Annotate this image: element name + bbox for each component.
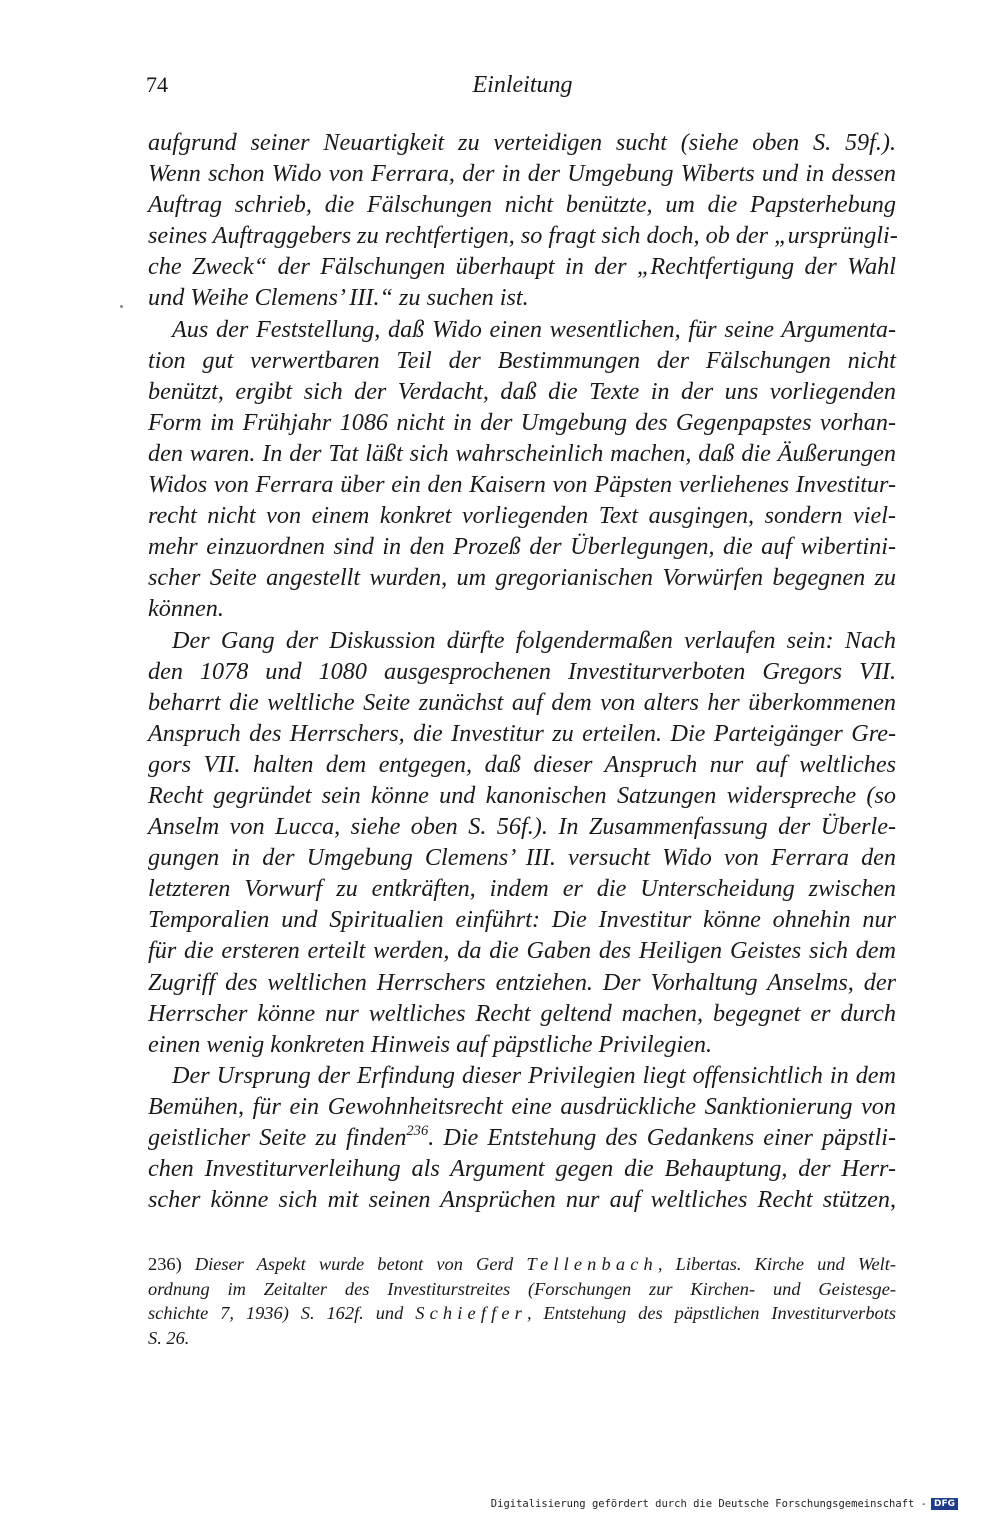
text-line: Widos von Ferrara über ein den Kaisern von Päpsten verliehenes Investitur- (148, 471, 896, 499)
text-line: beharrt die weltliche Seite zunächst auf dem von alters her überkommenen (148, 688, 896, 716)
footnote-line: ordnung im Zeitalter des Investiturstreites (Forschungen zur Kirchen- und Geistesge- (148, 1278, 896, 1299)
text-line: recht nicht von einem konkret vorliegenden Text ausgingen, sondern viel- (148, 502, 896, 530)
scan-speck (120, 305, 123, 308)
text-line: Der Ursprung der Erfindung dieser Privilegien liegt offensichtlich in dem (172, 1061, 896, 1089)
digitization-text: Digitalisierung gefördert durch die Deutsche Forschungsgemeinschaft - (490, 1498, 927, 1510)
text-line: Wenn schon Wido von Ferrara, der in der Umgebung Wiberts und in dessen (148, 160, 896, 188)
text-line: gungen in der Umgebung Clemens’ III. versucht Wido von Ferrara den (148, 844, 896, 872)
text-line: Bemühen, für ein Gewohnheitsrecht eine ausdrückliche Sanktionierung von (148, 1092, 896, 1120)
text-line: Anspruch des Herrschers, die Investitur zu erteilen. Die Parteigänger Gre- (148, 719, 896, 747)
author-name: Tellenbach (526, 1254, 658, 1274)
text-line: Temporalien und Spiritualien einführt: Die Investitur könne ohnehin nur (148, 906, 896, 934)
text-line: den 1078 und 1080 ausgesprochenen Investiturverboten Gregors VII. (148, 657, 896, 685)
text-line: gors VII. halten dem entgegen, daß dieser Anspruch nur auf weltliches (148, 750, 896, 778)
text-line: letzteren Vorwurf zu entkräften, indem er die Unterscheidung zwischen (148, 875, 896, 903)
footnote-reference[interactable]: 236 (406, 1122, 429, 1139)
footnote-number: 236) (148, 1254, 182, 1274)
main-text (148, 127, 896, 1215)
text-line: Auftrag schrieb, die Fälschungen nicht benützte, um die Papsterhebung (148, 191, 896, 219)
text-line: che Zweck“ der Fälschungen überhaupt in der „Rechtfertigung der Wahl (148, 253, 896, 281)
text-line: benützt, ergibt sich der Verdacht, daß die Texte in der uns vorliegenden (148, 377, 896, 405)
text-segment: geistlicher Seite zu finden (148, 1124, 407, 1151)
text-line: Form im Frühjahr 1086 nicht in der Umgebung des Gegenpapstes vorhan- (148, 408, 896, 436)
text-line: für die ersteren erteilt werden, da die Gaben des Heiligen Geistes sich dem (148, 937, 896, 965)
text-line: Zugriff des weltlichen Herrschers entziehen. Der Vorhaltung Anselms, der (148, 968, 896, 996)
text-line: scher Seite angestellt wurden, um gregorianischen Vorwürfen begegnen zu (148, 564, 896, 592)
footnote-text: , Entstehung des päpstlichen Investiturverbots (526, 1303, 896, 1324)
page-number: 74 (146, 72, 168, 97)
text-line: aufgrund seiner Neuartigkeit zu verteidigen sucht (siehe oben S. 59f.). (148, 129, 896, 156)
footnote-236 (148, 1252, 896, 1350)
text-segment: . Die Entstehung des Gedankens einer päpstli- (428, 1124, 896, 1151)
text-line: können. (148, 595, 224, 623)
digitization-notice (491, 1498, 958, 1510)
text-line: Anselm von Lucca, siehe oben S. 56f.). In Zusammenfassung der Überle- (148, 813, 896, 841)
text-line: seines Auftraggebers zu rechtfertigen, so fragt sich doch, ob der „ursprüngli- (148, 222, 898, 250)
footnote-text: Dieser Aspekt wurde betont von Gerd (194, 1254, 514, 1274)
text-line: chen Investiturverleihung als Argument gegen die Behauptung, der Herr- (148, 1155, 896, 1183)
text-line: tion gut verwertbaren Teil der Bestimmungen der Fälschungen nicht (148, 346, 896, 374)
text-line: scher könne sich mit seinen Ansprüchen nur auf weltliches Recht stützen, (148, 1186, 896, 1214)
footnote-line: S. 26. (148, 1327, 190, 1348)
footnote-line (148, 1252, 896, 1277)
text-line: Der Gang der Diskussion dürfte folgendermaßen verlaufen sein: Nach (172, 626, 896, 654)
footnote-text: , Libertas. Kirche und Welt- (657, 1254, 896, 1274)
footnote-line (148, 1301, 896, 1326)
text-line: einen wenig konkreten Hinweis auf päpstliche Privilegien. (148, 1030, 713, 1058)
footnote-text: schichte 7, 1936) S. 162f. und (148, 1303, 404, 1324)
dfg-logo: DFG (931, 1498, 958, 1510)
author-name: Schieffer (415, 1303, 527, 1324)
text-line-with-footnote-ref (148, 1122, 896, 1153)
running-head: Einleitung (472, 72, 573, 98)
text-line: Aus der Feststellung, daß Wido einen wesentlichen, für seine Argumenta- (172, 315, 896, 343)
text-line: und Weihe Clemens’ III.“ zu suchen ist. (148, 284, 529, 312)
text-line: mehr einzuordnen sind in den Prozeß der Überlegungen, die auf wibertini- (148, 533, 896, 561)
text-line: den waren. In der Tat läßt sich wahrscheinlich machen, daß die Äußerungen (148, 439, 896, 467)
text-line: Recht gegründet sein könne und kanonischen Satzungen widerspreche (so (148, 781, 896, 809)
text-line: Herrscher könne nur weltliches Recht geltend machen, begegnet er durch (148, 999, 896, 1027)
